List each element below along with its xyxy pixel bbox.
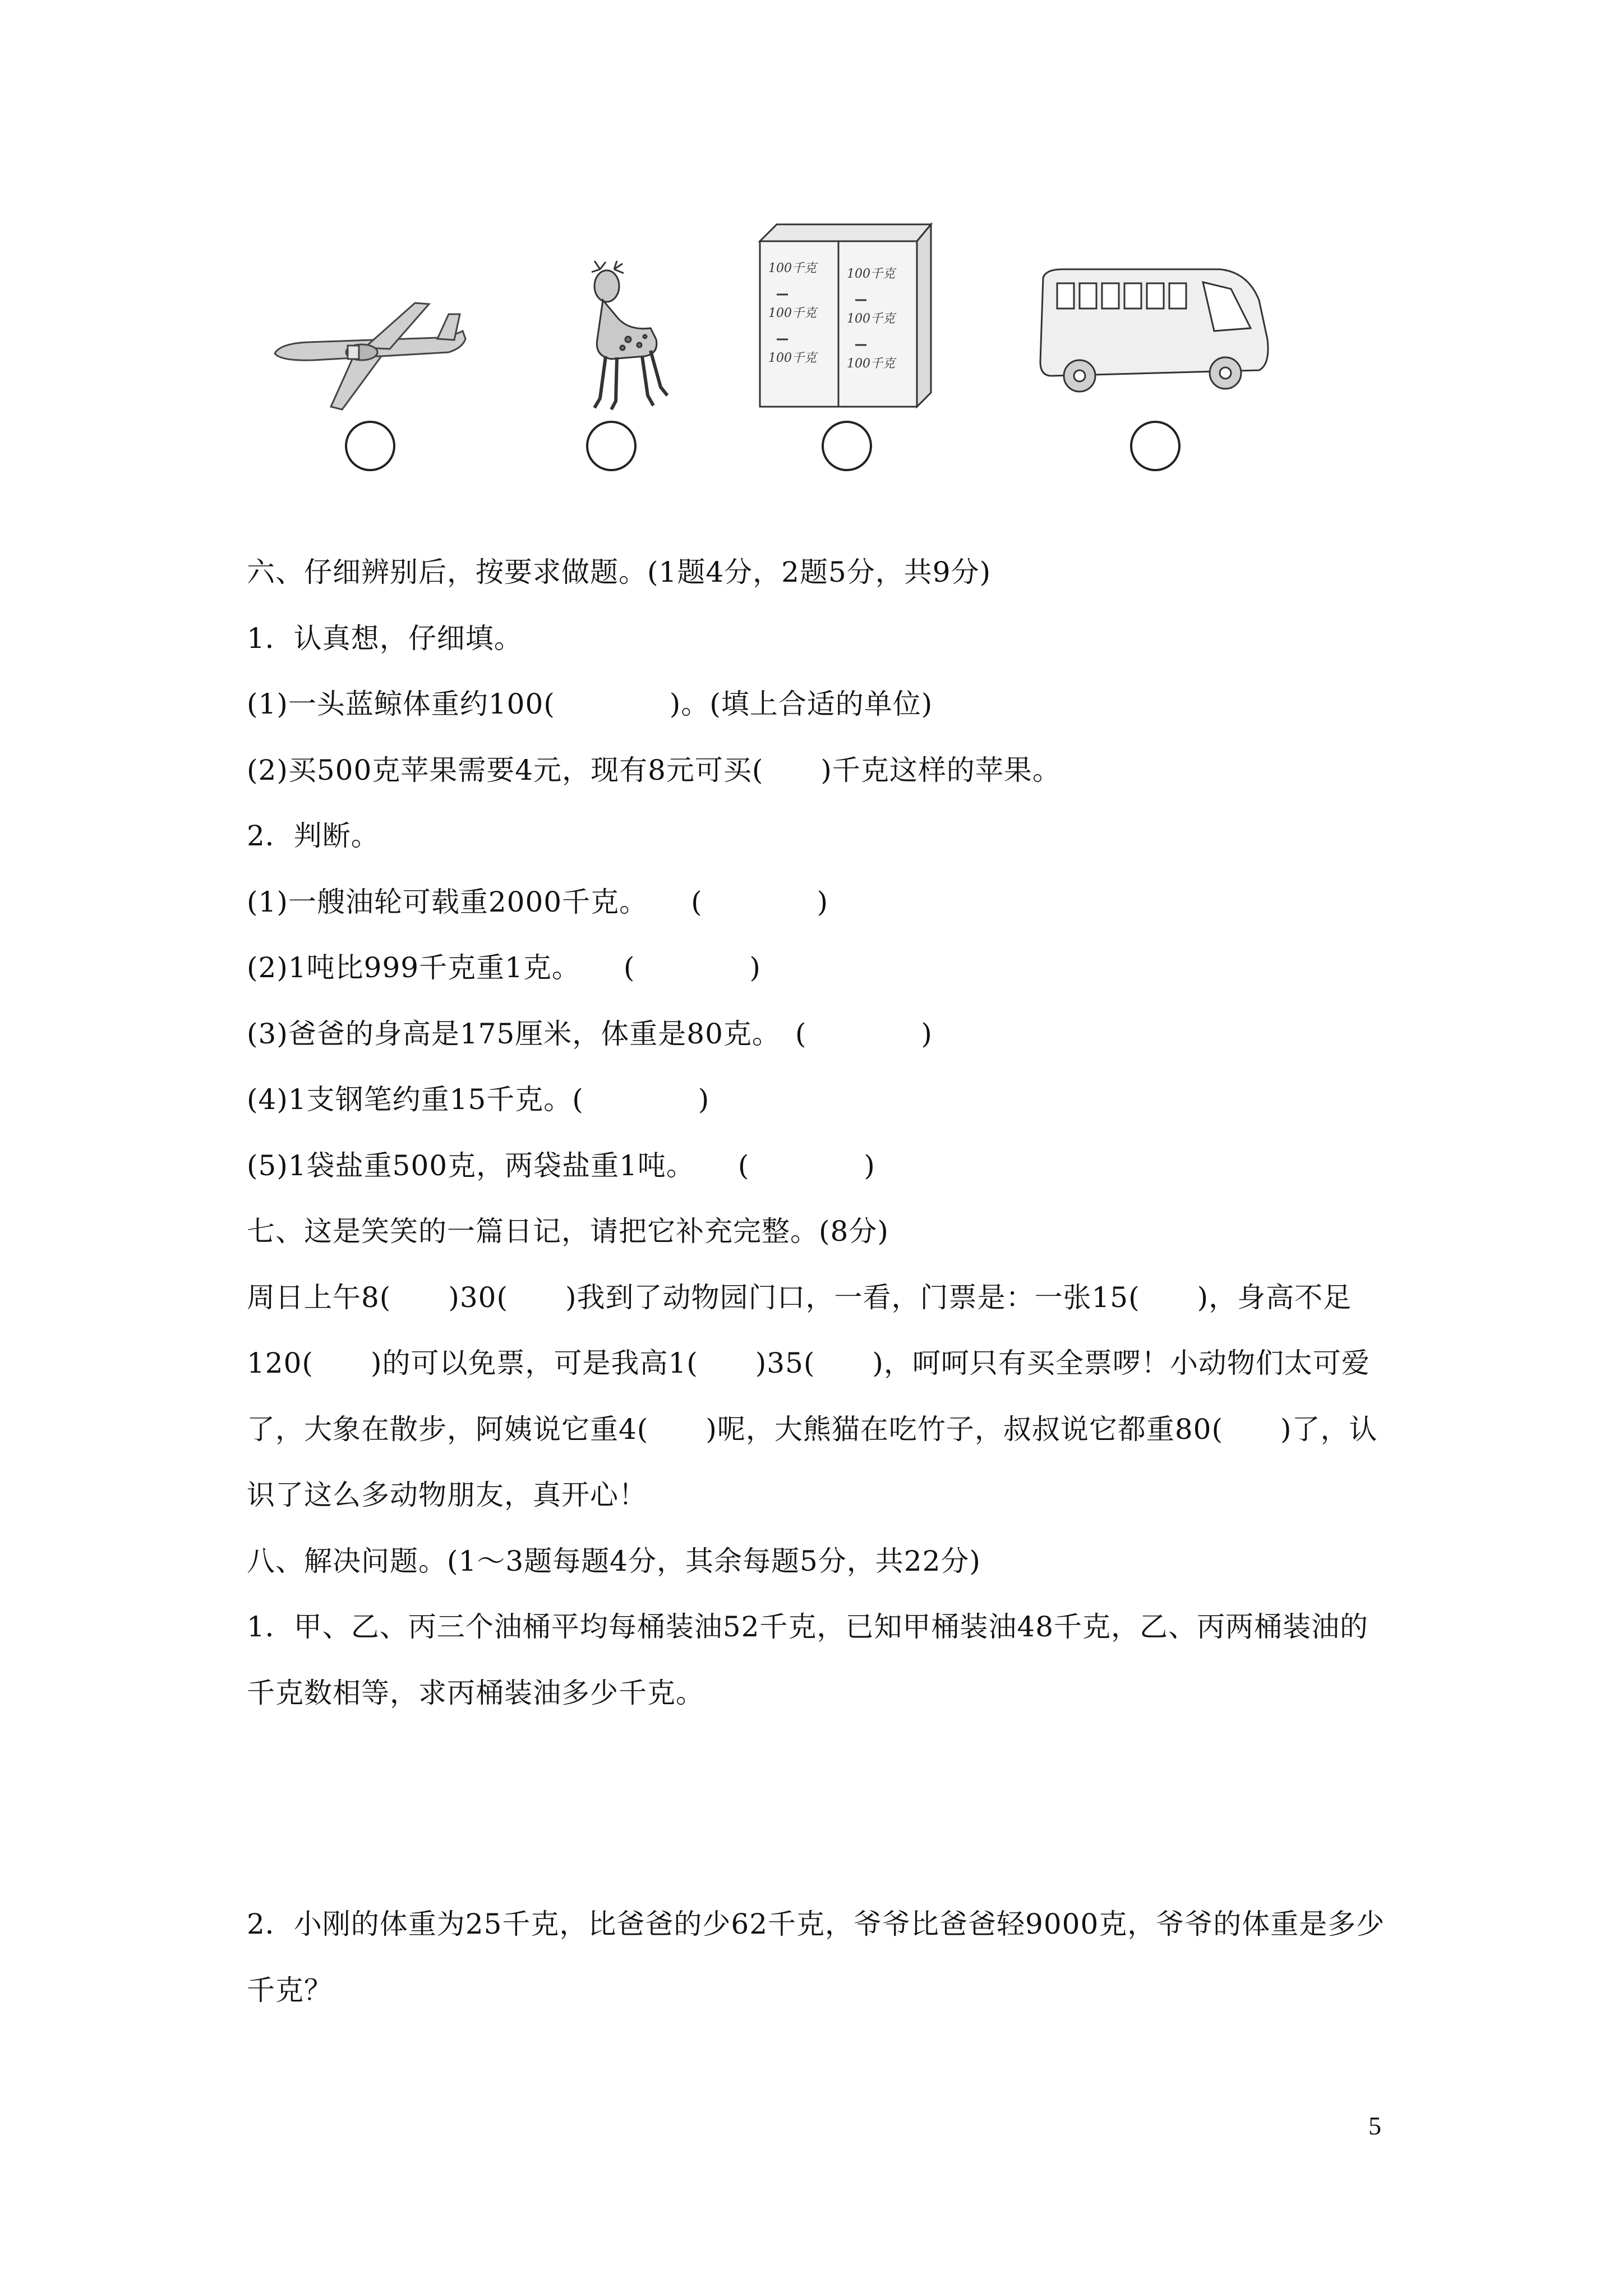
section7-line2: 120( )的可以免票，可是我高1( )35( )，呵呵只有买全票啰！小动物们太可爱 <box>247 1347 1370 1379</box>
section6-q2-4: (4)1支钢笔约重15千克。( ) <box>247 1083 710 1116</box>
section7-line3: 了，大象在散步，阿姨说它重4( )呢，大熊猫在吃竹子，叔叔说它都重80( )了，认 <box>247 1413 1378 1446</box>
section7-title: 七、这是笑笑的一篇日记，请把它补充完整。(8分) <box>247 1215 889 1248</box>
section6-q2-1: (1)一艘油轮可载重2000千克。 ( ) <box>247 886 829 918</box>
deer-icon <box>561 261 673 412</box>
svg-text:100千克: 100千克 <box>768 261 817 275</box>
boxes-icon <box>754 222 939 412</box>
section6-q2-title: 2．判断。 <box>247 820 380 852</box>
section6-q1-title: 1．认真想，仔细填。 <box>247 622 523 655</box>
section6-q2-5: (5)1袋盐重500克，两袋盐重1吨。 ( ) <box>247 1149 875 1182</box>
section6-q1-2: (2)买500克苹果需要4元，现有8元可买( )千克这样的苹果。 <box>247 754 1061 786</box>
section6-q2-3: (3)爸爸的身高是175厘米，体重是80克。 ( ) <box>247 1018 933 1050</box>
section8-q2-line2: 千克？ <box>247 1974 333 2007</box>
svg-text:100千克: 100千克 <box>847 267 895 281</box>
section8-q1-line2: 千克数相等，求丙桶装油多少千克。 <box>247 1677 704 1709</box>
airplane-icon <box>269 292 471 415</box>
answer-circle-boxes[interactable] <box>822 421 872 471</box>
svg-text:100千克: 100千克 <box>847 312 895 326</box>
section7-line1: 周日上午8( )30( )我到了动物园门口，一看，门票是：一张15( )，身高不足 <box>247 1281 1352 1314</box>
bus-icon <box>1035 266 1276 407</box>
svg-text:100千克: 100千克 <box>847 357 895 371</box>
section8-q2-line1: 2．小刚的体重为25千克，比爸爸的少62千克，爷爷比爸爸轻9000克，爷爷的体重是多少 <box>247 1908 1385 1940</box>
svg-text:100千克: 100千克 <box>768 351 817 365</box>
page-number: 5 <box>1368 2111 1381 2140</box>
section6-q2-2: (2)1吨比999千克重1克。 ( ) <box>247 951 761 984</box>
answer-circle-airplane[interactable] <box>345 421 395 471</box>
section6-title: 六、仔细辨别后，按要求做题。(1题4分，2题5分，共9分) <box>247 556 992 588</box>
answer-circle-bus[interactable] <box>1130 421 1181 471</box>
section7-line4: 识了这么多动物朋友，真开心！ <box>247 1479 647 1511</box>
svg-text:100千克: 100千克 <box>768 306 817 320</box>
answer-circle-deer[interactable] <box>586 421 637 471</box>
section8-q1-line1: 1．甲、乙、丙三个油桶平均每桶装油52千克，已知甲桶装油48千克，乙、丙两桶装油的 <box>247 1611 1369 1643</box>
section6-q1-1: (1)一头蓝鲸体重约100( )。(填上合适的单位) <box>247 688 933 720</box>
section8-title: 八、解决问题。(1～3题每题4分，其余每题5分，共22分) <box>247 1545 981 1577</box>
